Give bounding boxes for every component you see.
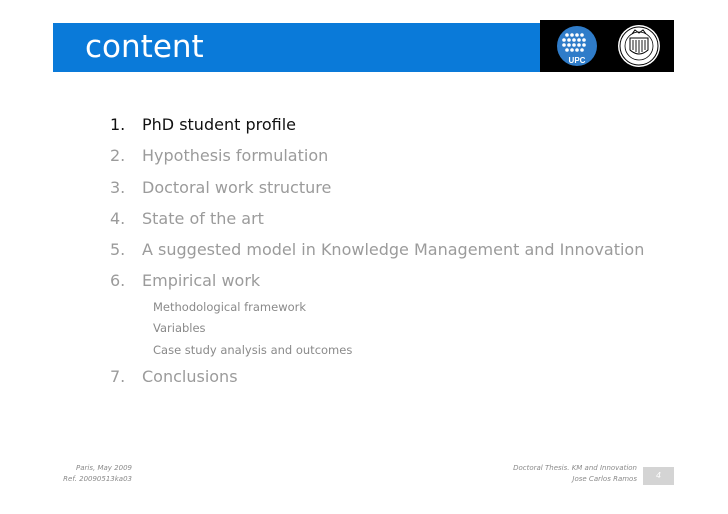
footer-reference: Ref. 20090513ka03: [63, 475, 132, 483]
footer-right: [480, 463, 637, 485]
agenda-item-label: PhD student profile: [142, 115, 296, 134]
agenda-item-label: Conclusions: [142, 366, 238, 386]
agenda-item-label: A suggested model in Knowledge Management and Innovation: [142, 240, 645, 260]
footer-author: Jose Carlos Ramos: [572, 475, 637, 483]
agenda-item: [108, 364, 708, 395]
slide-title: content: [85, 29, 204, 65]
university-seal-icon: [618, 25, 660, 67]
agenda-item-number: 1.: [110, 115, 126, 134]
agenda-item: [108, 206, 708, 237]
agenda-item-number: 6.: [110, 271, 126, 291]
agenda-subitem: Methodological framework: [153, 299, 307, 314]
agenda-item-number: 2.: [110, 146, 126, 166]
agenda-item-label: State of the art: [142, 208, 264, 228]
agenda-subitem: Variables: [153, 321, 206, 336]
agenda-item-number: 3.: [110, 177, 126, 197]
agenda-item: [108, 237, 708, 268]
upc-logo-text: UPC: [568, 56, 586, 65]
agenda-item: [108, 143, 708, 174]
page-number: 4: [643, 467, 674, 485]
footer-thesis-title: Doctoral Thesis. KM and Innovation: [513, 464, 637, 472]
agenda-subitem: Case study analysis and outcomes: [153, 343, 353, 358]
agenda-item: [108, 268, 708, 299]
logo-area: [540, 20, 674, 72]
agenda-item-number: 4.: [110, 208, 126, 228]
agenda-item-number: 7.: [110, 366, 126, 386]
footer-left: [56, 463, 132, 485]
agenda-item: [108, 175, 708, 206]
footer-date: Paris, May 2009: [76, 464, 132, 472]
agenda-item-label: Doctoral work structure: [142, 177, 332, 197]
agenda-item: [108, 112, 708, 143]
agenda-item-label: Empirical work: [142, 271, 261, 291]
upc-logo: [540, 20, 674, 72]
agenda-subitems: [108, 297, 708, 362]
agenda-item-label: Hypothesis formulation: [142, 146, 329, 166]
agenda-list: [108, 112, 708, 395]
agenda-item-number: 5.: [110, 240, 126, 260]
